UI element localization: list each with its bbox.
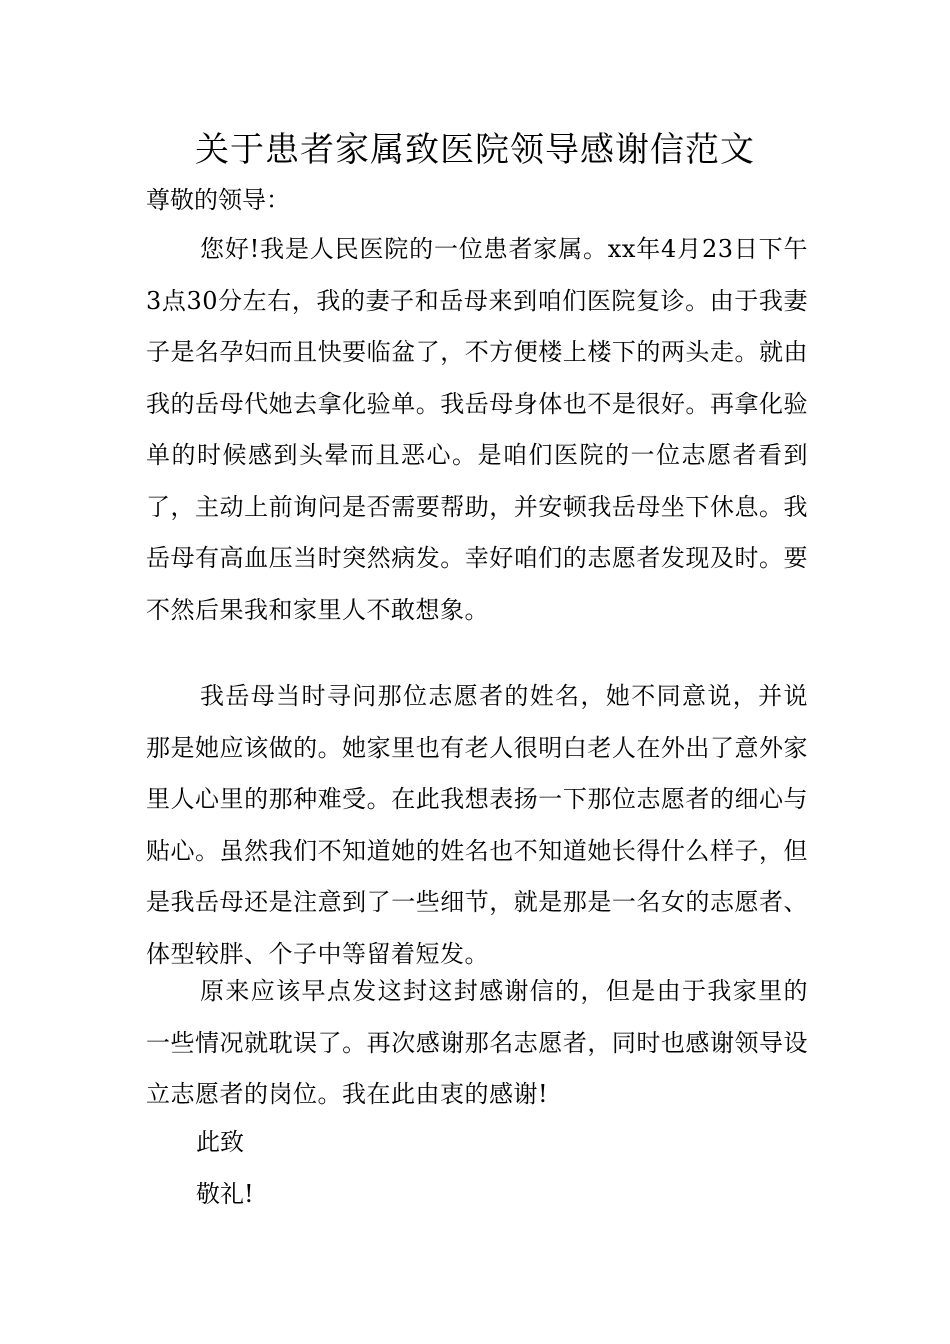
paragraph-2: 我岳母当时寻问那位志愿者的姓名，她不同意说，并说那是她应该做的。她家里也有老人很明白老人在外出了意外家里人心里的那种难受。在此我想表扬一下那位志愿者的细心与贴心。虽然我们不知道她的姓名也不知道她长得什么样子，但是我岳母还是注意到了一些细节，就是那是一名女的志愿者、体型较胖、个子中等留着短发。 xyxy=(146,682,808,968)
salutation: 尊敬的领导： xyxy=(146,186,290,214)
document-title: 关于患者家属致医院领导感谢信范文 xyxy=(195,130,755,170)
paragraph-1: 您好!我是人民医院的一位患者家属。xx年4月23日下午3点30分左右，我的妻子和岳母来到咱们医院复诊。由于我妻子是名孕妇而且快要临盆了，不方便楼上楼下的两头走。就由我的岳母代她去拿化验单。我岳母身体也不是很好。再拿化验单的时候感到头晕而且恶心。是咱们医院的一位志愿者看到了，主动上前询问是否需要帮助，并安顿我岳母坐下休息。我岳母有高血压当时突然病发。幸好咱们的志愿者发现及时。要不然后果我和家里人不敢想象。 xyxy=(146,235,808,624)
paragraph-3: 原来应该早点发这封这封感谢信的，但是由于我家里的一些情况就耽误了。再次感谢那名志愿者，同时也感谢领导设立志愿者的岗位。我在此由衷的感谢! xyxy=(146,977,808,1108)
closing-salute: 此致 xyxy=(196,1128,244,1156)
closing-regards: 敬礼! xyxy=(196,1180,254,1208)
